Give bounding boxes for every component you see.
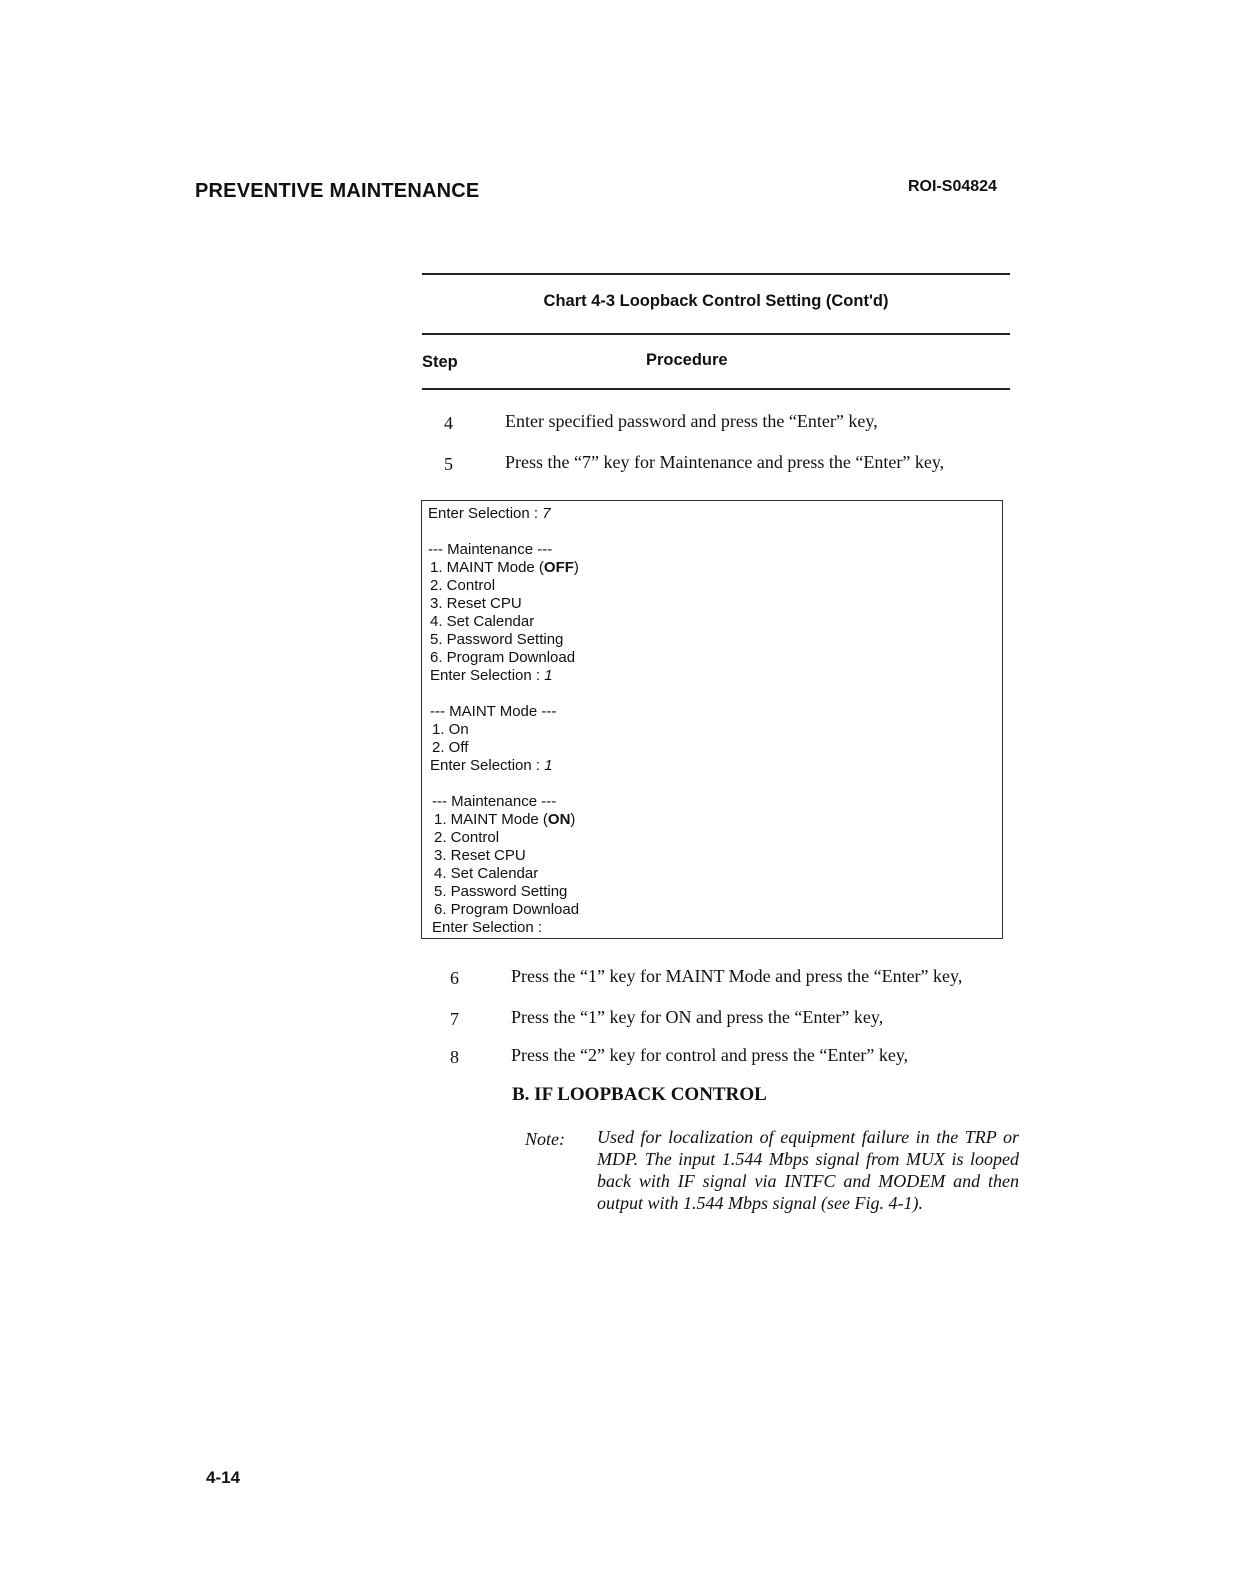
step-number: 4 xyxy=(444,413,453,433)
note-text: Used for localization of equipment failure in the TRP or MDP. The input 1.544 Mbps signal from MUX is looped back with IF signal via INTFC and MODEM and then output with 1.544 Mbps signal (see Fig. 4-1). xyxy=(597,1127,1019,1213)
title-rule xyxy=(422,333,1010,335)
screen-line: 1. On xyxy=(432,721,469,738)
screen-line: --- Maintenance --- xyxy=(432,793,557,810)
step-number: 7 xyxy=(450,1009,459,1029)
screen-line: 5. Password Setting xyxy=(434,883,568,900)
screen-line: 5. Password Setting xyxy=(430,631,564,648)
screen-line: 1. MAINT Mode (OFF) xyxy=(430,559,579,576)
screen-line: --- MAINT Mode --- xyxy=(430,703,557,720)
screen-line: 6. Program Download xyxy=(434,901,580,918)
column-header-procedure: Procedure xyxy=(646,351,728,369)
step-text: Press the “7” key for Maintenance and press the “Enter” key, xyxy=(505,452,945,472)
screen-line: 6. Program Download xyxy=(430,649,576,666)
screen-line: 4. Set Calendar xyxy=(430,613,535,630)
screen-line: 2. Off xyxy=(432,739,469,756)
screen-line: --- Maintenance --- xyxy=(428,541,553,558)
step-text: Enter specified password and press the “Enter” key, xyxy=(505,411,878,431)
top-rule xyxy=(422,273,1010,275)
step-number: 5 xyxy=(444,454,453,474)
screen-line: 1. MAINT Mode (ON) xyxy=(434,811,576,828)
screen-line: 3. Reset CPU xyxy=(430,595,522,612)
step-text: Press the “1” key for ON and press the “Enter” key, xyxy=(511,1007,884,1027)
step-number: 8 xyxy=(450,1047,459,1067)
note-label: Note: xyxy=(525,1129,565,1149)
step-text: Press the “2” key for control and press the “Enter” key, xyxy=(511,1045,909,1065)
screen-line: Enter Selection : 7 xyxy=(428,505,551,522)
chart-title: Chart 4-3 Loopback Control Setting (Cont'd) xyxy=(543,292,889,310)
terminal-screen xyxy=(421,500,1003,939)
screen-line: Enter Selection : 1 xyxy=(430,757,553,774)
screen-line: 4. Set Calendar xyxy=(434,865,539,882)
screen-line: Enter Selection : xyxy=(432,919,543,936)
screen-line: 3. Reset CPU xyxy=(434,847,526,864)
column-header-step: Step xyxy=(422,353,458,371)
step-text: Press the “1” key for MAINT Mode and press the “Enter” key, xyxy=(511,966,963,986)
step-number: 6 xyxy=(450,968,459,988)
section-heading: B. IF LOOPBACK CONTROL xyxy=(512,1084,767,1105)
screen-line: 2. Control xyxy=(434,829,500,846)
document-id: ROI-S04824 xyxy=(908,178,997,195)
section-header: PREVENTIVE MAINTENANCE xyxy=(195,180,480,202)
screen-line: 2. Control xyxy=(430,577,496,594)
page-number: 4-14 xyxy=(206,1468,241,1487)
header-rule xyxy=(422,388,1010,390)
screen-line: Enter Selection : 1 xyxy=(430,667,553,684)
